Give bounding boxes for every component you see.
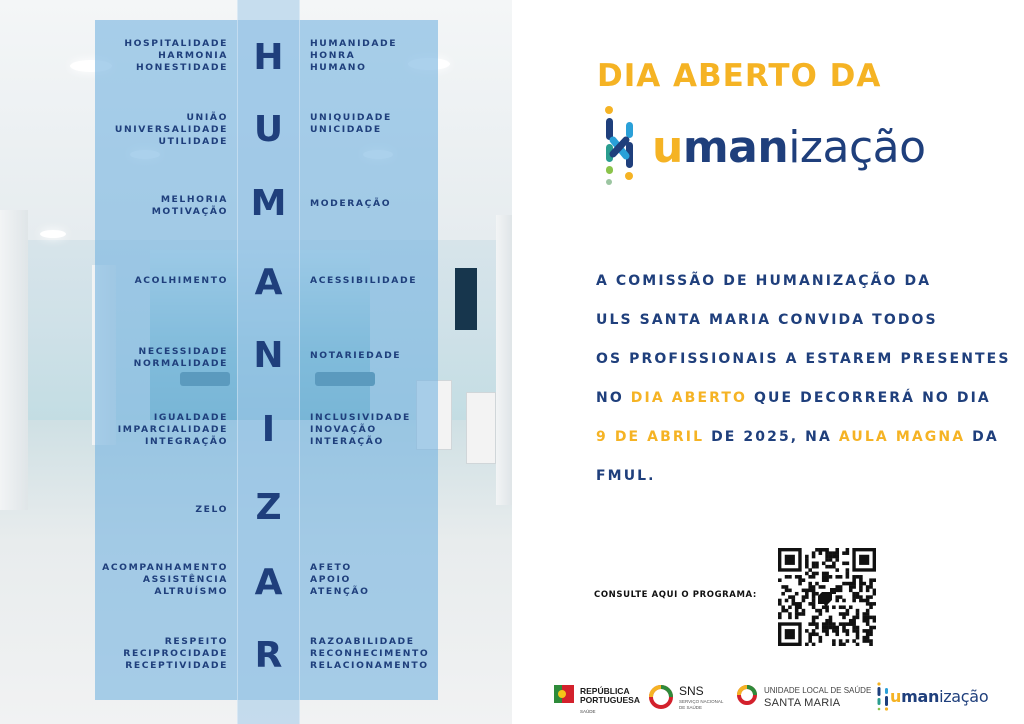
values-group-m-right — [310, 198, 391, 210]
value-word: UNIVERSALIDADE — [114, 124, 228, 135]
values-group-z-left — [195, 504, 228, 516]
value-word: IMPARCIALIDADE — [117, 424, 228, 435]
values-group-n-right — [310, 350, 401, 362]
value-word: MELHORIA — [160, 194, 228, 205]
value-word: IGUALDADE — [153, 412, 228, 423]
values-group-h-right — [310, 38, 397, 74]
value-word: ACESSIBILIDADE — [310, 275, 418, 286]
value-word: MODERAÇÃO — [310, 198, 392, 209]
spine-letter: M — [250, 183, 287, 224]
value-word: NORMALIDADE — [133, 358, 228, 369]
invitation-line: NO DIA ABERTO QUE DECORRERÁ NO DIA — [596, 390, 991, 406]
invitation-line: FMUL. — [596, 468, 656, 484]
ceiling-light — [40, 230, 66, 238]
value-word: ALTRUÍSMO — [154, 586, 228, 597]
value-word: RECEPTIVIDADE — [125, 660, 228, 671]
value-word: RECIPROCIDADE — [123, 648, 228, 659]
program-qr-code[interactable] — [778, 548, 876, 646]
photo-pillar — [496, 215, 512, 505]
value-word: RESPEITO — [164, 636, 228, 647]
value-word: ACOMPANHAMENTO — [102, 562, 228, 573]
value-word: UTILIDADE — [158, 136, 228, 147]
value-word: HARMONIA — [158, 50, 228, 61]
spine-letter: H — [253, 37, 284, 78]
values-group-u-left — [115, 112, 228, 148]
sns-ring-icon — [648, 684, 674, 710]
value-word: INCLUSIVIDADE — [310, 412, 411, 423]
values-group-a-right — [310, 275, 417, 287]
values-group-a2-left — [102, 562, 228, 598]
invitation-line: OS PROFISSIONAIS A ESTAREM PRESENTES — [596, 351, 1011, 367]
values-group-a-left — [135, 275, 228, 287]
values-group-i-right — [310, 412, 411, 448]
value-word: HONESTIDADE — [135, 62, 228, 73]
value-word: INTERAÇÃO — [310, 436, 384, 447]
value-word: UNIQUIDADE — [310, 112, 392, 123]
spine-letter: U — [253, 109, 284, 150]
invitation-line: A COMISSÃO DE HUMANIZAÇÃO DA — [596, 273, 932, 289]
value-word: NOTARIEDADE — [310, 350, 402, 361]
photo-info-kiosk — [466, 392, 496, 464]
values-group-h-left — [124, 38, 228, 74]
value-word: RAZOABILIDADE — [310, 636, 415, 647]
highlight-date: 9 DE ABRIL — [596, 429, 705, 445]
photo-pillar — [0, 210, 28, 510]
invitation-line: 9 DE ABRIL DE 2025, NA AULA MAGNA DA — [596, 429, 999, 445]
portugal-flag-icon — [554, 685, 574, 703]
spine-letter: Z — [255, 487, 282, 528]
program-label: CONSULTE AQUI O PROGRAMA: — [594, 590, 757, 600]
spine-letter: A — [254, 262, 283, 303]
value-word: ACOLHIMENTO — [134, 275, 228, 286]
event-title: DIA ABERTO DA — [597, 58, 882, 94]
value-word: UNIÃO — [186, 112, 228, 123]
value-word: NECESSIDADE — [138, 346, 228, 357]
value-word: ZELO — [195, 504, 228, 515]
humanizacao-footer-logo: umanização — [876, 682, 1006, 714]
values-group-r-right — [310, 636, 429, 672]
value-word: ATENÇÃO — [310, 586, 370, 597]
values-group-i-left — [118, 412, 228, 448]
value-word: APOIO — [310, 574, 351, 585]
value-word: ASSISTÊNCIA — [142, 574, 228, 585]
value-word: AFETO — [310, 562, 352, 573]
value-word: MOTIVAÇÃO — [151, 206, 228, 217]
values-group-r-left — [123, 636, 228, 672]
spine-letter: N — [253, 335, 284, 376]
highlight-venue: AULA MAGNA — [838, 429, 966, 445]
spine-letter: R — [254, 635, 283, 676]
uls-ring-icon — [736, 684, 758, 706]
value-word: RECONHECIMENTO — [310, 648, 430, 659]
footer-logos: REPÚBLICA PORTUGUESA SAÚDE SNS SERVIÇO NACIONAL DE SAÚDE UNIDADE LOCAL DE SAÚDE SANTA MARIA umanização — [550, 678, 1010, 718]
humanizacao-wordmark: umanização — [652, 122, 926, 173]
value-word: INOVAÇÃO — [310, 424, 377, 435]
humanizacao-logo — [600, 104, 950, 192]
humanizacao-mark-icon — [600, 104, 650, 192]
value-word: RELACIONAMENTO — [310, 660, 429, 671]
highlight-dia-aberto: DIA ABERTO — [630, 390, 748, 406]
value-word: UNICIDADE — [310, 124, 382, 135]
photo-screen — [455, 268, 477, 330]
value-word: INTEGRAÇÃO — [144, 436, 228, 447]
invitation-line: ULS SANTA MARIA CONVIDA TODOS — [596, 312, 938, 328]
values-group-u-right — [310, 112, 392, 136]
value-word: HONRA — [310, 50, 356, 61]
values-group-a2-right — [310, 562, 370, 598]
values-group-n-left — [134, 346, 228, 370]
value-word: HUMANO — [310, 62, 367, 73]
value-word: HOSPITALIDADE — [124, 38, 228, 49]
spine-letter: A — [254, 562, 283, 603]
value-word: HUMANIDADE — [310, 38, 398, 49]
invitation-text — [596, 262, 1011, 496]
spine-letter: I — [261, 409, 276, 450]
values-group-m-left — [152, 194, 228, 218]
